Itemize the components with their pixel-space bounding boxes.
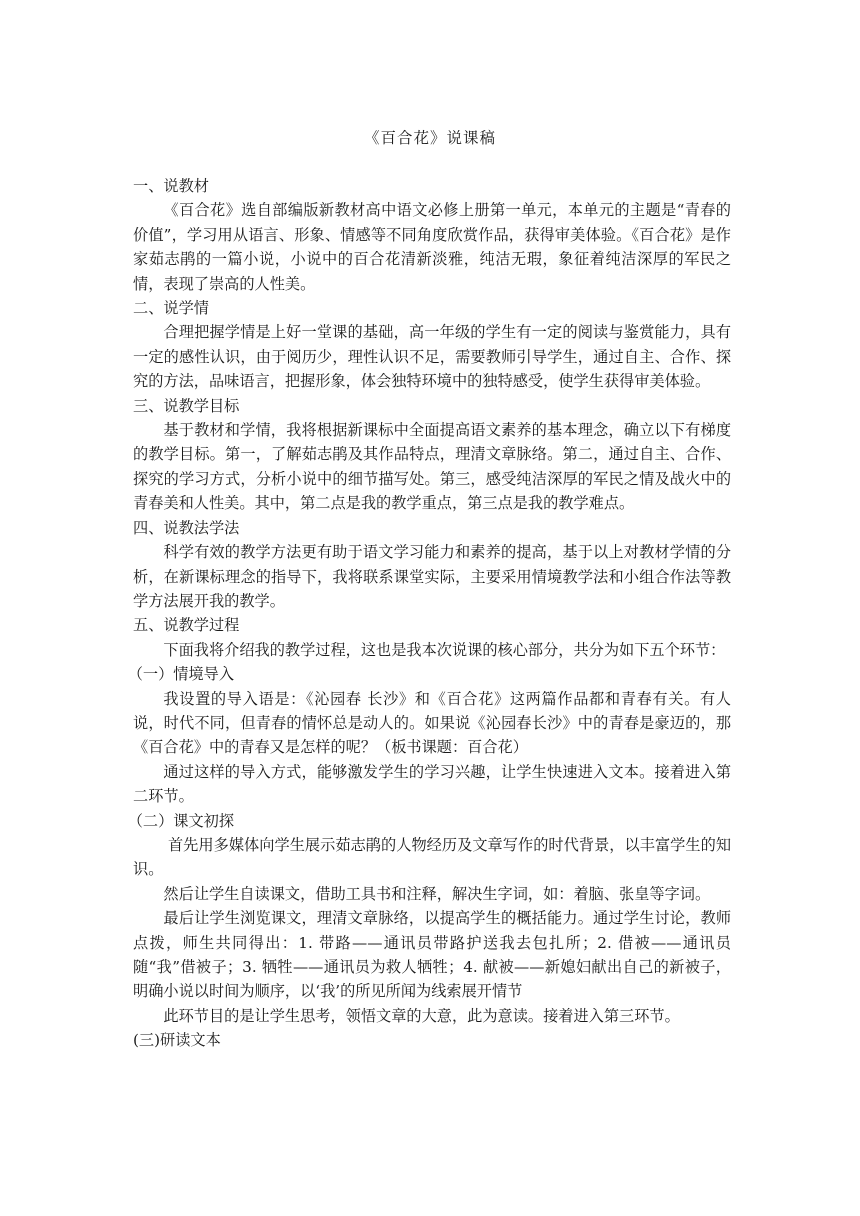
document-title: 《百合花》说课稿 (363, 129, 496, 147)
section-heading-methods: 四、说教法学法 (133, 518, 240, 537)
section-heading-students: 二、说学情 (133, 299, 209, 318)
paragraph-structure: 最后让学生浏览课文，理清文章脉络，以提高学生的概括能力。通过学生讨论，教师点拨，师生共同得出：1. 带路——通讯员带路护送我去包扎所；2. 借被——通讯员随“我”借被子；3. 牺牲——通讯员为救人牺牲；4. 献被——新媳妇献出自己的新被子，明确小说以时间为顺序，以‘我’的所见所闻为线索展开情节 (133, 909, 731, 1001)
paragraph-students: 合理把握学情是上好一堂课的基础，高一年级的学生有一定的阅读与鉴赏能力，具有一定的感性认识，由于阅历少，理性认识不足，需要教师引导学生，通过自主、合作、探究的方法，品味语言，把握形象，体会独特环境中的独特感受，使学生获得审美体验。 (133, 323, 731, 391)
paragraph-scenario-effect: 通过这样的导入方式，能够激发学生的学习兴趣，让学生快速进入文本。接着进入第二环节。 (133, 762, 731, 806)
paragraph-self-reading: 然后让学生自读课文，借助工具书和注释，解决生字词，如：着脑、张皇等字词。 (163, 884, 711, 903)
paragraph-goals: 基于教材和学情，我将根据新课标中全面提高语文素养的基本理念，确立以下有梯度的教学目标。第一，了解茹志鹃及其作品特点，理清文章脉络。第二，通过自主、合作、探究的学习方式，分析小说中的细节描写处。第三，感受纯洁深厚的军民之情及战火中的青春美和人性美。其中，第二点是我的教学重点，第三点是我的教学难点。 (133, 421, 731, 513)
subheading-deep-reading: (三)研读文本 (133, 1031, 221, 1050)
paragraph-multimedia: 首先用多媒体向学生展示茹志鹃的人物经历及文章写作的时代背景，以丰富学生的知识。 (133, 835, 731, 879)
paragraph-textbook: 《百合花》选自部编版新教材高中语文必修上册第一单元，本单元的主题是“青春的价值”，学习用从语言、形象、情感等不同角度欣赏作品，获得审美体验。《百合花》是作家茹志鹃的一篇小说，小说中的百合花清新淡雅，纯洁无瑕，象征着纯洁深厚的军民之情，表现了崇高的人性美。 (133, 201, 731, 293)
paragraph-scenario-intro: 我设置的导入语是：《沁园春 长沙》和《百合花》这两篇作品都和青春有关。有人说，时代不同，但青春的情怀总是动人的。如果说《沁园春长沙》中的青春是豪迈的，那《百合花》中的青春又是怎样的呢？（板书课题：百合花） (133, 689, 731, 757)
section-heading-process: 五、说教学过程 (133, 616, 240, 635)
paragraph-purpose: 此环节目的是让学生思考，领悟文章的大意，此为意读。接着进入第三环节。 (163, 1006, 680, 1025)
subheading-scenario: （一）情境导入 (127, 665, 234, 684)
document-body (127, 174, 731, 1053)
section-heading-goals: 三、说教学目标 (133, 396, 240, 415)
section-heading-textbook: 一、说教材 (133, 177, 209, 195)
paragraph-process-intro: 下面我将介绍我的教学过程，这也是我本次说课的核心部分，共分为如下五个环节： (163, 640, 726, 659)
paragraph-methods: 科学有效的教学方法更有助于语文学习能力和素养的提高，基于以上对教材学情的分析，在新课标理念的指导下，我将联系课堂实际，主要采用情境教学法和小组合作法等教学方法展开我的教学。 (133, 543, 731, 610)
subheading-first-look: （二）课文初探 (127, 811, 234, 830)
